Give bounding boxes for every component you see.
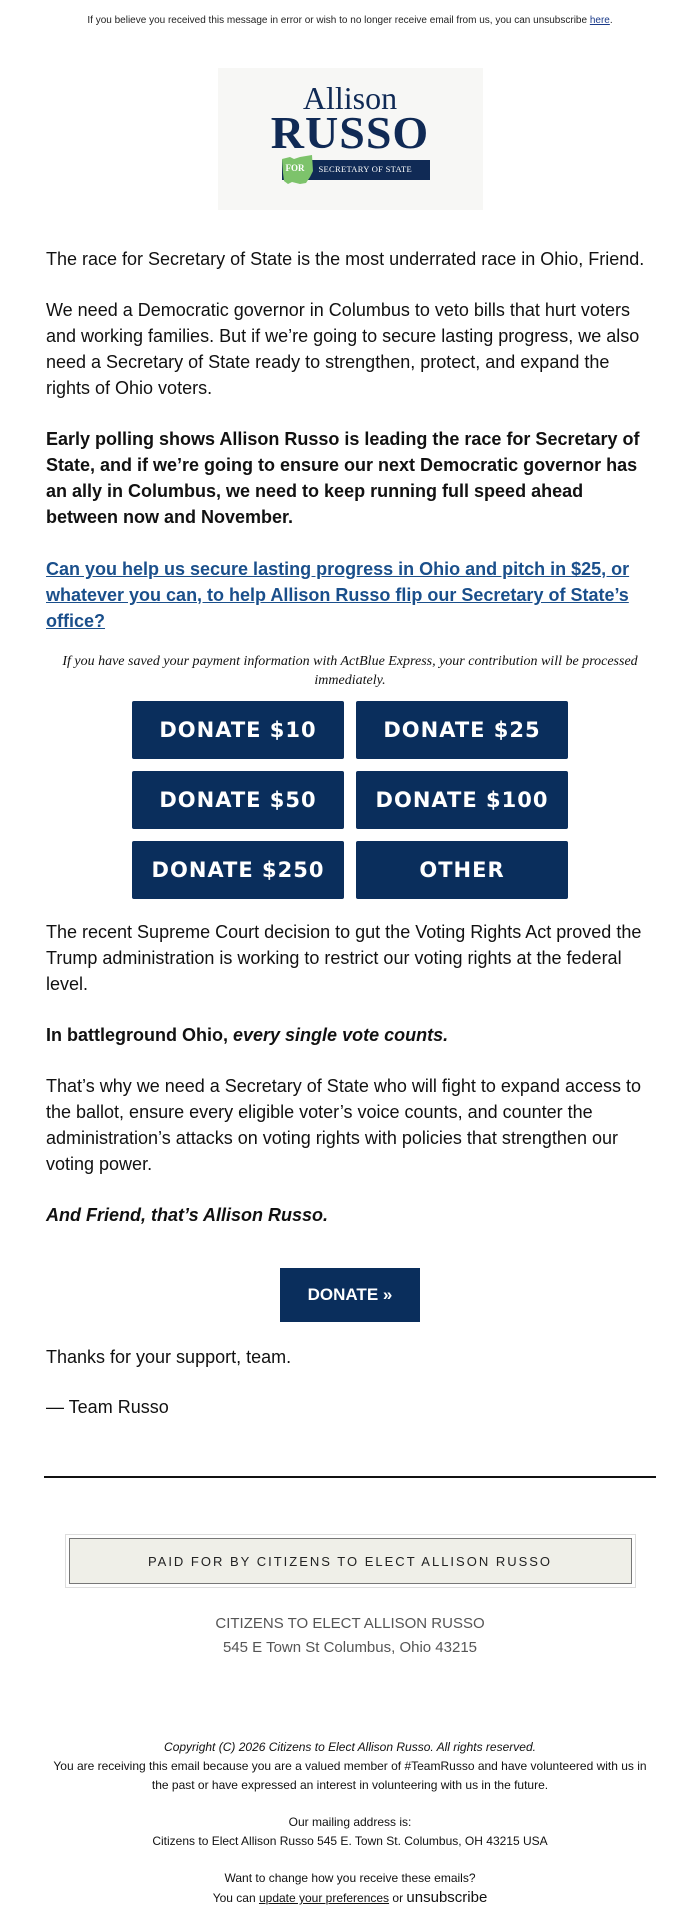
email-body bbox=[46, 246, 654, 634]
donate-10-button[interactable]: DONATE $10 bbox=[132, 701, 344, 759]
intro-paragraph: The race for Secretary of State is the most underrated race in Ohio, Friend. bbox=[46, 249, 645, 269]
org-address: 545 E Town St Columbus, Ohio 43215 bbox=[222, 1639, 478, 1656]
paid-for-text: PAID FOR BY CITIZENS TO ELECT ALLISON RUSSO bbox=[69, 1538, 632, 1584]
donation-ask-link[interactable]: Can you help us secure lasting progress in Ohio and pitch in $25, or whatever you can, to help Allison Russo flip our Secretary of State’s office? bbox=[46, 559, 630, 631]
actblue-note: If you have saved your payment information with ActBlue Express, your contribution will be processed immediately. bbox=[62, 654, 638, 688]
unsubscribe-notice-text: If you believe you received this message in error or wish to no longer receive email from us, you can unsubscribe bbox=[87, 15, 588, 26]
paid-for-disclaimer bbox=[65, 1534, 636, 1588]
unsubscribe-link[interactable]: unsubscribe bbox=[406, 1889, 488, 1906]
copyright-text: Copyright (C) 2026 Citizens to Elect Allison Russo. All rights reserved. bbox=[164, 1740, 536, 1754]
section-divider bbox=[44, 1476, 656, 1478]
battleground-bold: In battleground Ohio, bbox=[46, 1025, 228, 1045]
footer bbox=[0, 1738, 700, 1908]
donate-main-button[interactable]: DONATE » bbox=[280, 1268, 420, 1322]
donate-250-button[interactable]: DONATE $250 bbox=[132, 841, 344, 899]
preferences-line: You can update your preferences or unsubscribe bbox=[212, 1889, 488, 1906]
logo-first-name: Allison bbox=[302, 80, 398, 116]
donate-25-button[interactable]: DONATE $25 bbox=[356, 701, 568, 759]
logo-office-text: SECRETARY OF STATE bbox=[318, 164, 412, 174]
mailing-address: Citizens to Elect Allison Russo 545 E. Town St. Columbus, OH 43215 USA bbox=[152, 1834, 548, 1848]
org-block bbox=[0, 1612, 700, 1660]
change-prefs-text: Want to change how you receive these emails? bbox=[224, 1871, 476, 1885]
unsubscribe-notice: If you believe you received this message in error or wish to no longer receive email from us, you can unsubscribe here. bbox=[87, 15, 613, 26]
campaign-logo bbox=[218, 68, 483, 210]
donate-button-grid bbox=[0, 701, 700, 899]
access-paragraph: That’s why we need a Secretary of State who will fight to expand access to the ballot, ensure every eligible voter’s voice counts, and counter the administration’s attacks on voting rights with policies that strengthen our voting power. bbox=[46, 1076, 641, 1174]
subscription-reason: You are receiving this email because you are a valued member of #TeamRusso and have volunteered with us in the past or have expressed an interest in volunteering with us in the future. bbox=[53, 1759, 647, 1792]
org-name: CITIZENS TO ELECT ALLISON RUSSO bbox=[215, 1615, 485, 1632]
update-preferences-link[interactable]: update your preferences bbox=[258, 1891, 390, 1905]
battleground-italic: every single vote counts. bbox=[233, 1025, 449, 1045]
closing-line: And Friend, that’s Allison Russo. bbox=[46, 1205, 329, 1225]
donate-100-button[interactable]: DONATE $100 bbox=[356, 771, 568, 829]
thanks-text: Thanks for your support, team. bbox=[46, 1347, 292, 1367]
logo-last-name: RUSSO bbox=[270, 107, 430, 158]
signoff-text: — Team Russo bbox=[46, 1397, 169, 1417]
logo-for-text: FOR bbox=[285, 163, 305, 173]
voting-rights-paragraph: The recent Supreme Court decision to gut the Voting Rights Act proved the Trump administration is working to restrict our voting rights at the federal level. bbox=[46, 922, 642, 994]
polling-paragraph: Early polling shows Allison Russo is leading the race for Secretary of State, and if we’re going to ensure our next Democratic governor has an ally in Columbus, we need to keep running full speed ahead between now and November. bbox=[46, 429, 640, 527]
battleground-paragraph bbox=[46, 1022, 654, 1048]
unsubscribe-here-link[interactable]: here bbox=[589, 15, 610, 26]
donate-other-button[interactable]: OTHER bbox=[356, 841, 568, 899]
donate-50-button[interactable]: DONATE $50 bbox=[132, 771, 344, 829]
mailing-label: Our mailing address is: bbox=[288, 1815, 412, 1829]
governor-paragraph: We need a Democratic governor in Columbus to veto bills that hurt voters and working families. But if we’re going to secure lasting progress, we also need a Secretary of State ready to strengthen, protect, and expand the rights of Ohio voters. bbox=[46, 300, 640, 398]
